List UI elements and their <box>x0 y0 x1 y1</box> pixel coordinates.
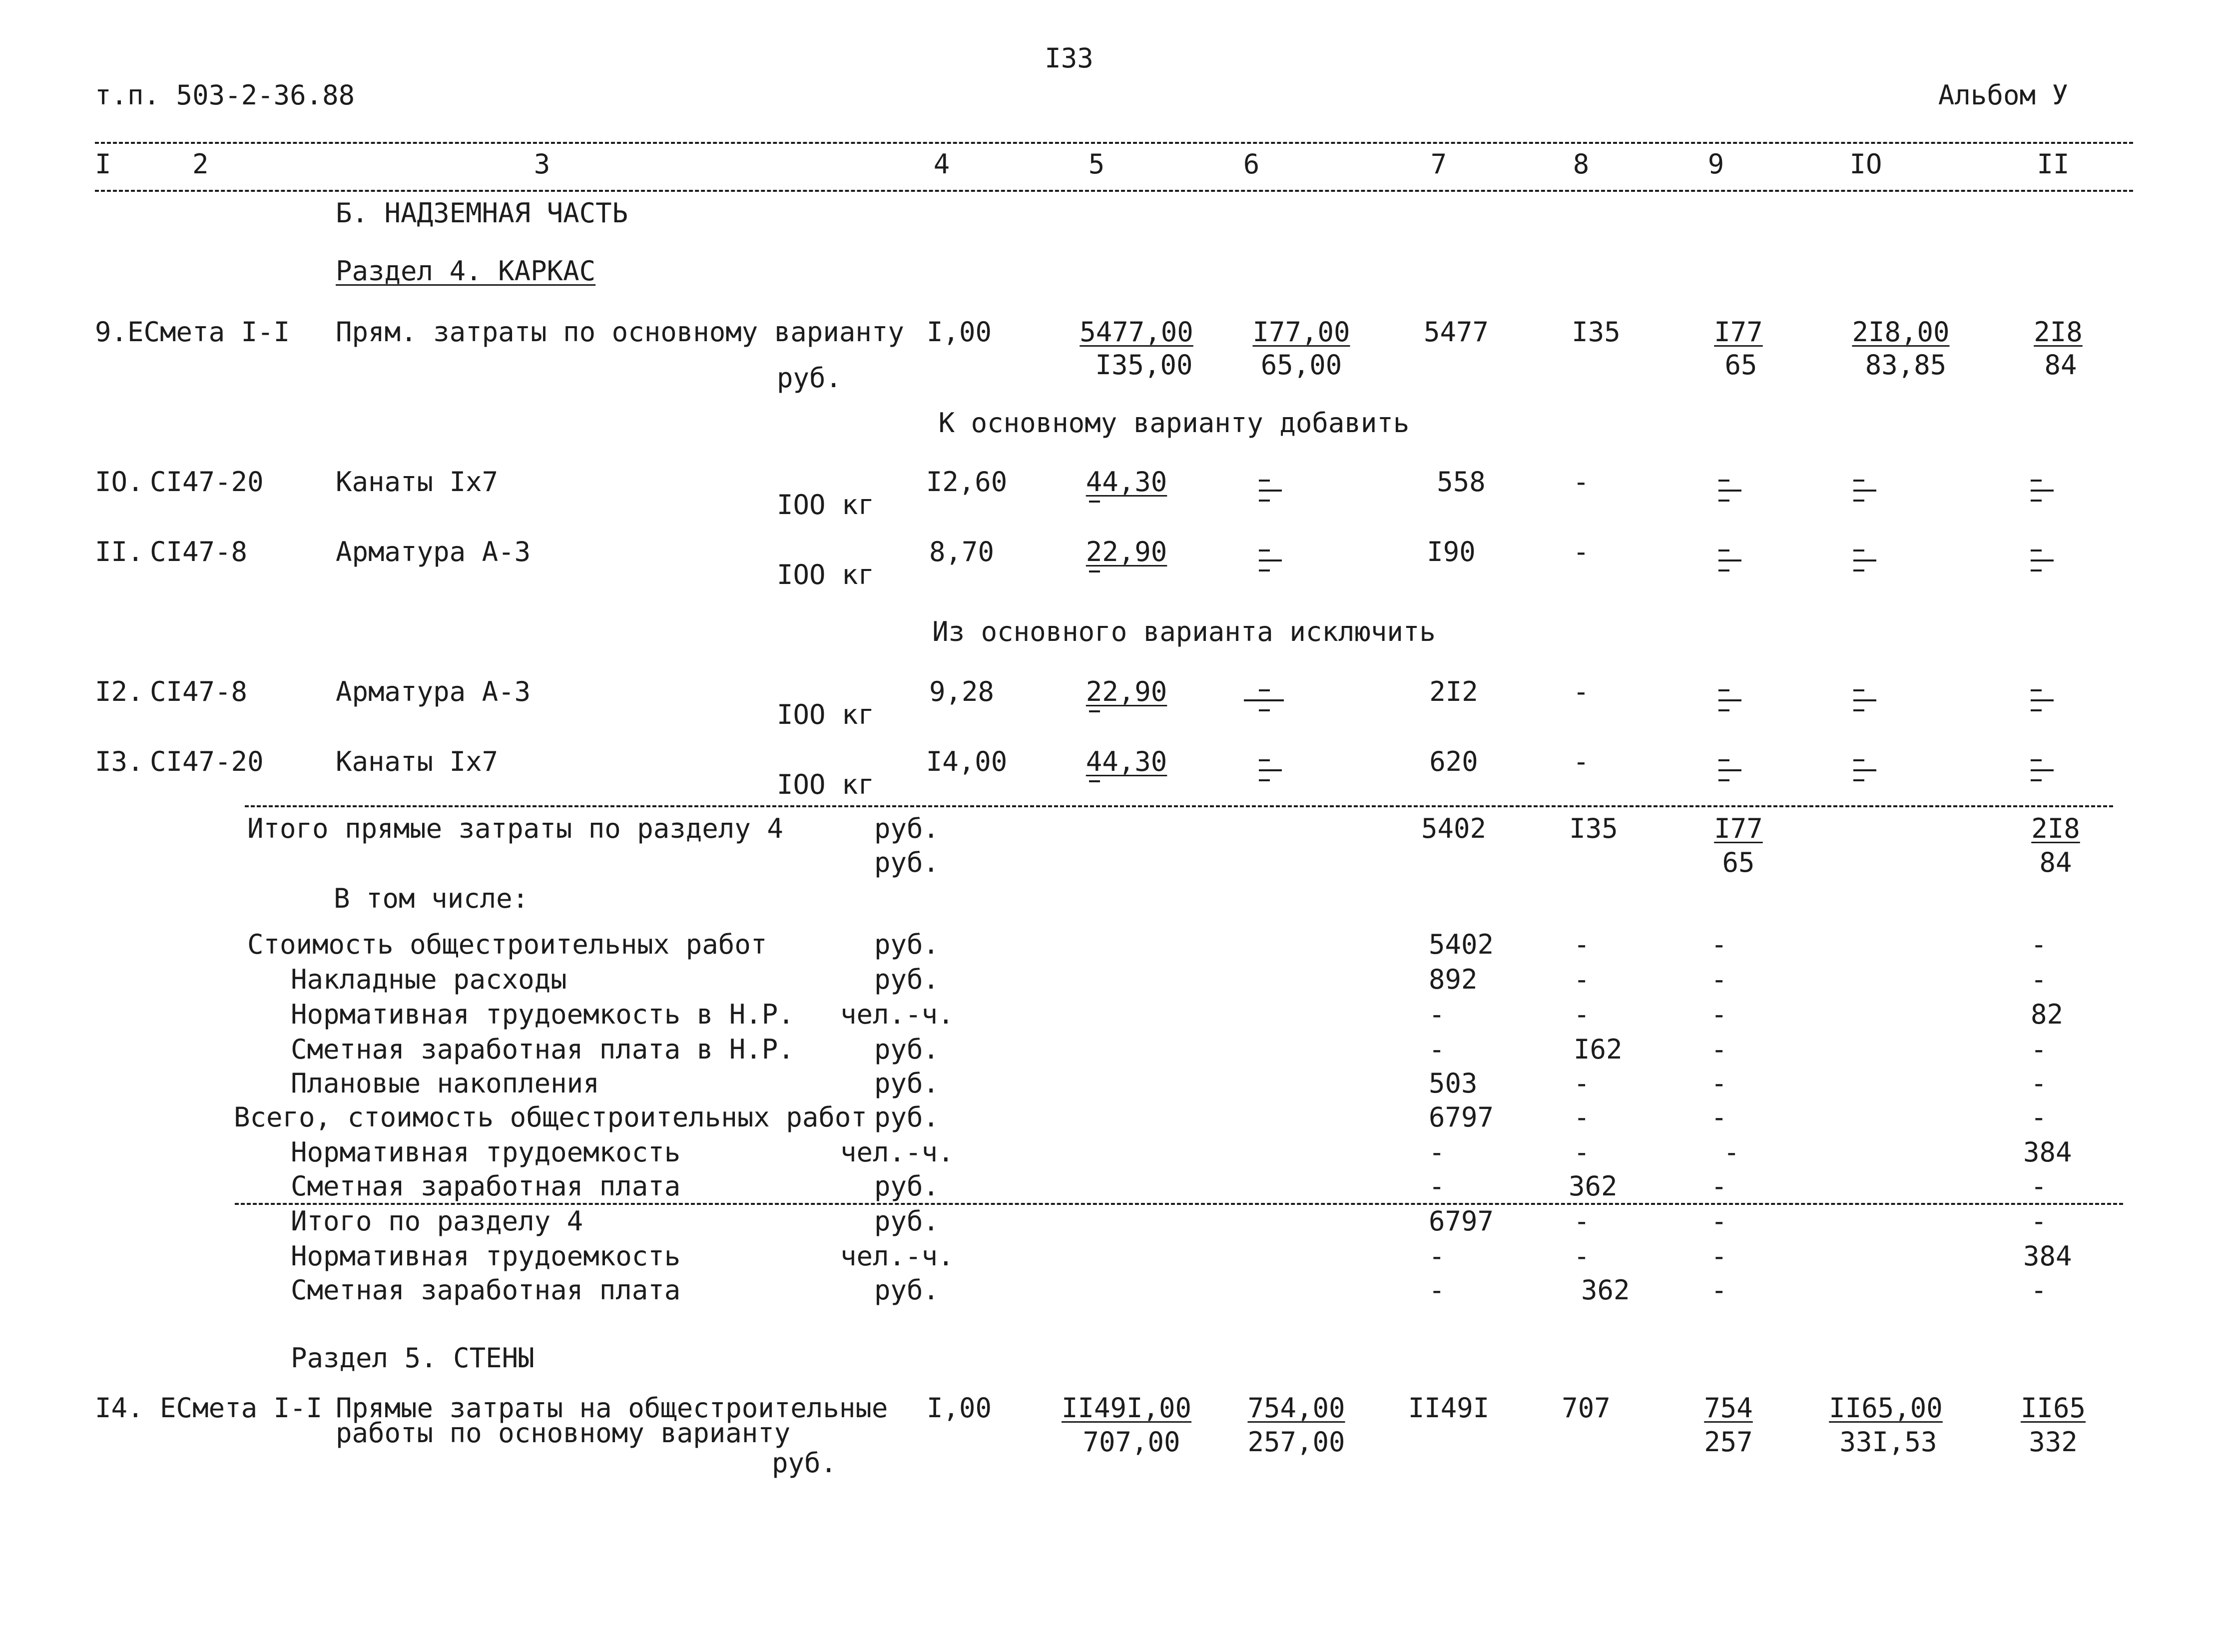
row12-description: Арматура А-3 <box>336 676 531 707</box>
row11-c7: I90 <box>1427 536 1476 567</box>
row9-c11-top: 2I8 <box>2034 316 2083 348</box>
summary-label: Нормативная трудоемкость <box>291 1240 681 1272</box>
row14-unit: руб. <box>772 1447 837 1479</box>
summary-c11: - <box>2031 1101 2047 1133</box>
row11-number: II. <box>95 536 144 567</box>
summary-c8: - <box>1574 1205 1590 1237</box>
row9-c5-bottom: I35,00 <box>1095 349 1193 381</box>
summary-c7: - <box>1429 1240 1445 1272</box>
summary-c11: - <box>2031 1170 2047 1202</box>
summary-unit: руб. <box>874 964 940 995</box>
header-top-rule <box>95 142 2133 144</box>
row13-c7: 620 <box>1429 746 1478 777</box>
col-header-7: 7 <box>1430 148 1447 180</box>
row12-number: I2. <box>95 676 144 707</box>
summary-c11: 384 <box>2023 1240 2072 1272</box>
summary-label: Стоимость общестроительных работ <box>247 929 767 960</box>
summary-unit: руб. <box>874 1034 940 1065</box>
row14-qty: I,00 <box>926 1392 992 1424</box>
row12-c7: 2I2 <box>1429 676 1478 707</box>
summary-c8: 362 <box>1569 1170 1618 1202</box>
summary-c7: 503 <box>1429 1068 1478 1099</box>
row13-code: CI47-20 <box>150 746 264 777</box>
header-bottom-rule <box>95 190 2133 192</box>
summary-c8: - <box>1574 929 1590 960</box>
row9-c6-bottom: 65,00 <box>1260 349 1342 381</box>
col-header-2: 2 <box>192 148 209 180</box>
summary-c9: - <box>1711 1205 1727 1237</box>
row10-unit: IOO кг <box>777 489 875 521</box>
row14-c6-bottom: 257,00 <box>1247 1426 1345 1458</box>
row13-number: I3. <box>95 746 144 777</box>
summary-c9: - <box>1723 1136 1740 1168</box>
row9-c8: I35 <box>1572 316 1621 348</box>
summary-label: Сметная заработная плата <box>291 1274 681 1306</box>
row9-qty: I,00 <box>926 316 992 348</box>
summary-c9: - <box>1711 1101 1727 1133</box>
summary-c7: 6797 <box>1429 1101 1494 1133</box>
row9-c9-bottom: 65 <box>1724 349 1757 381</box>
row11-code: CI47-8 <box>150 536 248 567</box>
add-to-variant-title: К основному варианту добавить <box>938 407 1410 439</box>
summary-label: Итого по разделу 4 <box>291 1205 583 1237</box>
row9-c6-top: I77,00 <box>1252 316 1350 348</box>
row14-description-line2: работы по основному варианту <box>336 1417 791 1449</box>
summary-c11: - <box>2031 1034 2047 1065</box>
summary-label: Нормативная трудоемкость в Н.Р. <box>291 999 794 1030</box>
total-direct-c11-bottom: 84 <box>2039 847 2072 878</box>
summary-c7: 6797 <box>1429 1205 1494 1237</box>
total-direct-c9-bottom: 65 <box>1722 847 1755 878</box>
summary-unit: руб. <box>874 1205 940 1237</box>
col-header-11: II <box>2037 148 2070 180</box>
summary-label: Сметная заработная плата в Н.Р. <box>291 1034 794 1065</box>
summary-c7: - <box>1429 1170 1445 1202</box>
row13-qty: I4,00 <box>926 746 1008 777</box>
summary-unit: руб. <box>874 929 940 960</box>
summary-c8: - <box>1574 1240 1590 1272</box>
summary-c11: - <box>2031 929 2047 960</box>
row10-code: CI47-20 <box>150 466 264 498</box>
row14-c10-bottom: 33I,53 <box>1839 1426 1937 1458</box>
summary-c7: 5402 <box>1429 929 1494 960</box>
summary-unit: руб. <box>874 1274 940 1306</box>
col-header-3: 3 <box>534 148 551 180</box>
summary-c9: - <box>1711 964 1727 995</box>
summary-label: Всего, стоимость общестроительных работ <box>234 1101 867 1133</box>
summary-c9: - <box>1711 1240 1727 1272</box>
row9-number-code: 9.ЕСмета I-I <box>95 316 290 348</box>
row11-c8: - <box>1573 536 1590 567</box>
summary-c11: - <box>2031 1274 2047 1306</box>
row9-c9-top: I77 <box>1714 316 1763 348</box>
summary-unit: чел.-ч. <box>840 999 954 1030</box>
summary-c8: - <box>1574 964 1590 995</box>
row14-c10-top: II65,00 <box>1829 1392 1943 1424</box>
row9-c10-top: 2I8,00 <box>1852 316 1950 348</box>
summary-c11: - <box>2031 1205 2047 1237</box>
row14-c5-bottom: 707,00 <box>1083 1426 1180 1458</box>
row14-c7: II49I <box>1408 1392 1490 1424</box>
total-direct-unit-2: руб. <box>874 847 940 878</box>
section-total-separator-rule <box>235 1203 2123 1205</box>
summary-unit: руб. <box>874 1101 940 1133</box>
summary-c9: - <box>1711 929 1727 960</box>
row13-unit: IOO кг <box>777 769 875 800</box>
album-label: Альбом У <box>1938 79 2068 111</box>
col-header-8: 8 <box>1573 148 1590 180</box>
row14-number-code: I4. ЕСмета I-I <box>95 1392 323 1424</box>
total-direct-c11-top: 2I8 <box>2031 813 2080 844</box>
summary-c11: 384 <box>2023 1136 2072 1168</box>
col-header-6: 6 <box>1243 148 1260 180</box>
summary-c7: - <box>1429 999 1445 1030</box>
col-header-1: I <box>95 148 111 180</box>
summary-c8: - <box>1574 1068 1590 1099</box>
row9-description: Прям. затраты по основному варианту <box>336 316 904 348</box>
row11-qty: 8,70 <box>929 536 995 567</box>
row14-c5-top: II49I,00 <box>1061 1392 1192 1424</box>
summary-unit: чел.-ч. <box>840 1136 954 1168</box>
row11-c5: 22,90 <box>1086 536 1167 567</box>
summary-c7: - <box>1429 1034 1445 1065</box>
row10-c7: 558 <box>1437 466 1486 498</box>
summary-unit: чел.-ч. <box>840 1240 954 1272</box>
summary-c9: - <box>1711 1068 1727 1099</box>
summary-c11: - <box>2031 964 2047 995</box>
row12-code: CI47-8 <box>150 676 248 707</box>
col-header-9: 9 <box>1707 148 1724 180</box>
section-5-title: Раздел 5. СТЕНЫ <box>291 1342 535 1374</box>
summary-c8: 362 <box>1581 1274 1630 1306</box>
row14-c9-top: 754 <box>1704 1392 1753 1424</box>
including-label: В том числе: <box>334 883 529 914</box>
row11-unit: IOO кг <box>777 559 875 590</box>
summary-c9: - <box>1711 1034 1727 1065</box>
summary-c7: 892 <box>1429 964 1478 995</box>
row14-description-line1: Прямые затраты на общестроительные <box>336 1392 888 1424</box>
row12-c5: 22,90 <box>1086 676 1167 707</box>
row14-c8: 707 <box>1562 1392 1611 1424</box>
summary-unit: руб. <box>874 1068 940 1099</box>
summary-c7: - <box>1429 1136 1445 1168</box>
summary-label: Сметная заработная плата <box>291 1170 681 1202</box>
row11-description: Арматура А-3 <box>336 536 531 567</box>
row10-description: Канаты Iх7 <box>336 466 499 498</box>
total-direct-unit-1: руб. <box>874 813 940 844</box>
col-header-5: 5 <box>1088 148 1105 180</box>
total-direct-c8: I35 <box>1569 813 1618 844</box>
summary-c8: - <box>1574 999 1590 1030</box>
row10-qty: I2,60 <box>926 466 1008 498</box>
summary-c8: I62 <box>1574 1034 1623 1065</box>
summary-c8: - <box>1574 1136 1590 1168</box>
summary-label: Нормативная трудоемкость <box>291 1136 681 1168</box>
col-header-4: 4 <box>933 148 950 180</box>
row9-c5-top: 5477,00 <box>1080 316 1193 348</box>
row14-c11-top: II65 <box>2020 1392 2086 1424</box>
page-number: I33 <box>1045 42 1094 74</box>
summary-c8: - <box>1574 1101 1590 1133</box>
exclude-from-variant-title: Из основного варианта исключить <box>932 616 1436 647</box>
section-4-title: Раздел 4. КАРКАС <box>336 255 596 287</box>
document-code: т.п. 503-2-36.88 <box>95 79 355 111</box>
summary-c9: - <box>1711 1170 1727 1202</box>
row9-c10-bottom: 83,85 <box>1865 349 1947 381</box>
row13-c8: - <box>1573 746 1590 777</box>
totals-separator-rule <box>245 805 2113 807</box>
total-direct-c9-top: I77 <box>1714 813 1763 844</box>
row9-c7: 5477 <box>1423 316 1489 348</box>
col-header-10: IO <box>1849 148 1882 180</box>
total-direct-label: Итого прямые затраты по разделу 4 <box>247 813 783 844</box>
row14-c11-bottom: 332 <box>2029 1426 2078 1458</box>
total-direct-c7: 5402 <box>1421 813 1487 844</box>
summary-c9: - <box>1711 1274 1727 1306</box>
row9-unit: руб. <box>777 362 842 394</box>
summary-unit: руб. <box>874 1170 940 1202</box>
summary-c11: - <box>2031 1068 2047 1099</box>
row13-c5: 44,30 <box>1086 746 1167 777</box>
summary-label: Накладные расходы <box>291 964 567 995</box>
row12-unit: IOO кг <box>777 699 875 730</box>
row14-c9-bottom: 257 <box>1704 1426 1753 1458</box>
row12-qty: 9,28 <box>929 676 995 707</box>
summary-c11: 82 <box>2031 999 2064 1030</box>
row14-c6-top: 754,00 <box>1247 1392 1345 1424</box>
row10-c8: - <box>1573 466 1590 498</box>
summary-label: Плановые накопления <box>291 1068 599 1099</box>
row13-description: Канаты Iх7 <box>336 746 499 777</box>
row10-c5: 44,30 <box>1086 466 1167 498</box>
row12-c8: - <box>1573 676 1590 707</box>
summary-c7: - <box>1429 1274 1445 1306</box>
row9-c11-bottom: 84 <box>2044 349 2077 381</box>
section-b-title: Б. НАДЗЕМНАЯ ЧАСТЬ <box>336 197 628 229</box>
summary-c9: - <box>1711 999 1727 1030</box>
row10-number: IO. <box>95 466 144 498</box>
